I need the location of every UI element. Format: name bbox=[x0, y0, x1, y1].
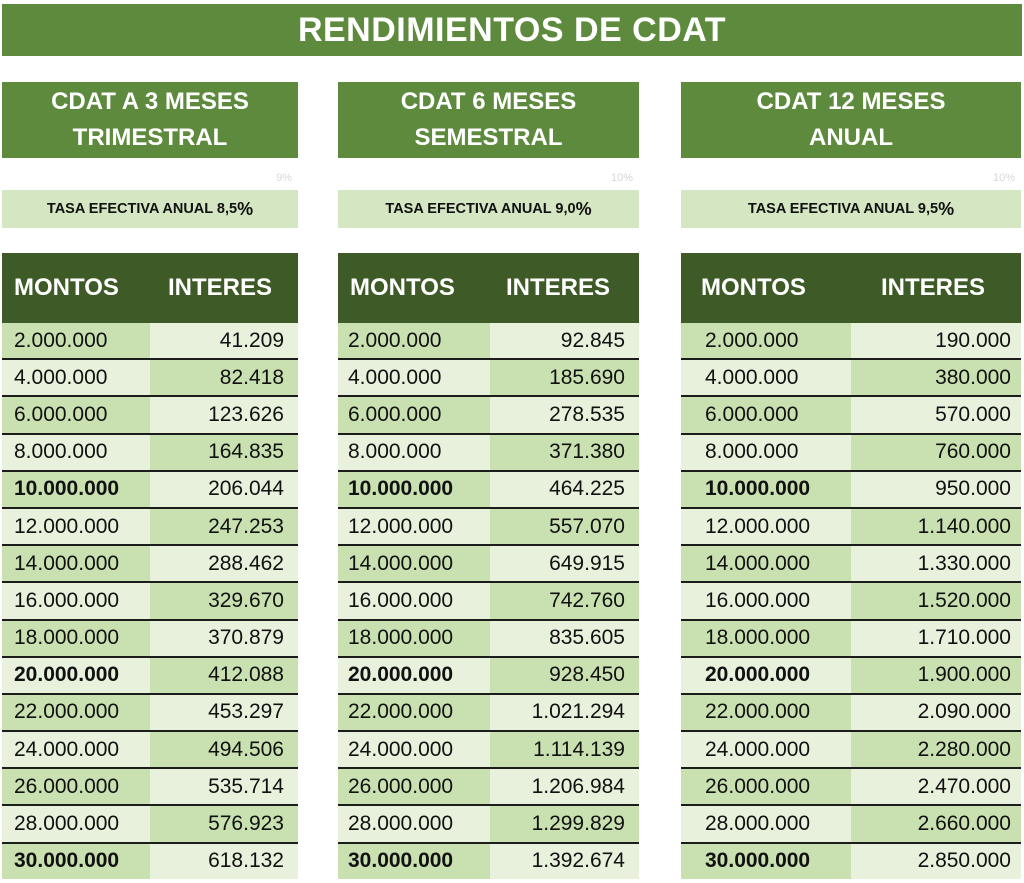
interes-cell: 535.714 bbox=[150, 769, 298, 804]
monto-cell: 26.000.000 bbox=[681, 769, 851, 804]
table-row bbox=[338, 544, 639, 581]
interes-cell: 618.132 bbox=[150, 844, 298, 879]
interes-cell: 464.225 bbox=[490, 472, 639, 507]
monto-cell: 12.000.000 bbox=[681, 509, 851, 544]
table-row bbox=[338, 433, 639, 470]
table-row bbox=[338, 323, 639, 358]
interes-cell: 2.280.000 bbox=[851, 732, 1021, 767]
monto-cell: 18.000.000 bbox=[2, 621, 150, 656]
monto-cell: 18.000.000 bbox=[338, 621, 490, 656]
period-title: CDAT A 3 MESES bbox=[51, 88, 249, 115]
interes-cell: 1.520.000 bbox=[851, 583, 1021, 618]
table-row bbox=[338, 619, 639, 656]
period-subtitle: SEMESTRAL bbox=[414, 124, 563, 151]
interes-cell: 412.088 bbox=[150, 658, 298, 693]
table-row bbox=[2, 433, 298, 470]
header-montos: MONTOS bbox=[14, 274, 119, 301]
interes-cell: 190.000 bbox=[851, 323, 1021, 358]
table-row bbox=[338, 358, 639, 395]
monto-cell: 8.000.000 bbox=[2, 435, 150, 470]
table-row bbox=[681, 842, 1021, 879]
interes-cell: 82.418 bbox=[150, 360, 298, 395]
interes-cell: 329.670 bbox=[150, 583, 298, 618]
rate-text: TASA EFECTIVA ANUAL 9,5 bbox=[747, 201, 939, 217]
table-row bbox=[681, 581, 1021, 618]
monto-cell: 14.000.000 bbox=[681, 546, 851, 581]
period-header bbox=[2, 82, 298, 158]
rate-text: TASA EFECTIVA ANUAL 8,5 bbox=[46, 201, 238, 217]
monto-cell: 16.000.000 bbox=[338, 583, 490, 618]
monto-cell: 28.000.000 bbox=[2, 806, 150, 841]
monto-cell: 30.000.000 bbox=[681, 844, 851, 879]
table-row bbox=[681, 470, 1021, 507]
interes-cell: 92.845 bbox=[490, 323, 639, 358]
monto-cell: 2.000.000 bbox=[2, 323, 150, 358]
monto-cell: 10.000.000 bbox=[2, 472, 150, 507]
interes-cell: 570.000 bbox=[851, 397, 1021, 432]
table-row bbox=[2, 395, 298, 432]
table-row bbox=[2, 581, 298, 618]
monto-cell: 4.000.000 bbox=[338, 360, 490, 395]
table-row bbox=[2, 767, 298, 804]
interes-cell: 185.690 bbox=[490, 360, 639, 395]
period-subtitle: ANUAL bbox=[809, 124, 893, 151]
interes-cell: 928.450 bbox=[490, 658, 639, 693]
table-row bbox=[2, 470, 298, 507]
header-montos: MONTOS bbox=[350, 274, 455, 301]
monto-cell: 4.000.000 bbox=[2, 360, 150, 395]
table-row bbox=[338, 507, 639, 544]
monto-cell: 30.000.000 bbox=[2, 844, 150, 879]
interes-cell: 2.470.000 bbox=[851, 769, 1021, 804]
period-title: CDAT 12 MESES bbox=[756, 88, 946, 115]
interes-cell: 742.760 bbox=[490, 583, 639, 618]
table-row bbox=[2, 804, 298, 841]
period-subtitle: TRIMESTRAL bbox=[72, 124, 228, 151]
monto-cell: 8.000.000 bbox=[681, 435, 851, 470]
monto-cell: 6.000.000 bbox=[2, 397, 150, 432]
table-body bbox=[2, 323, 298, 879]
interes-cell: 371.380 bbox=[490, 435, 639, 470]
interes-cell: 1.299.829 bbox=[490, 806, 639, 841]
table-row bbox=[2, 693, 298, 730]
table-row bbox=[681, 433, 1021, 470]
cdat-6-meses-panel bbox=[338, 0, 639, 883]
rate-percent-sign: % bbox=[237, 198, 254, 219]
table-row bbox=[338, 470, 639, 507]
interes-cell: 247.253 bbox=[150, 509, 298, 544]
monto-cell: 28.000.000 bbox=[338, 806, 490, 841]
table-row bbox=[681, 619, 1021, 656]
table-row bbox=[2, 323, 298, 358]
monto-cell: 28.000.000 bbox=[681, 806, 851, 841]
cdat-3-meses-panel bbox=[2, 0, 298, 883]
table-row bbox=[338, 693, 639, 730]
table-row bbox=[681, 656, 1021, 693]
ghost-rate-label: 10% bbox=[992, 172, 1015, 184]
table-row bbox=[338, 730, 639, 767]
table-row bbox=[681, 323, 1021, 358]
interes-cell: 950.000 bbox=[851, 472, 1021, 507]
rate-label bbox=[681, 190, 1021, 228]
interes-cell: 288.462 bbox=[150, 546, 298, 581]
interes-cell: 453.297 bbox=[150, 695, 298, 730]
monto-cell: 24.000.000 bbox=[681, 732, 851, 767]
ghost-rate-label: 9% bbox=[276, 172, 292, 184]
monto-cell: 22.000.000 bbox=[681, 695, 851, 730]
table-row bbox=[681, 730, 1021, 767]
interes-cell: 1.710.000 bbox=[851, 621, 1021, 656]
interes-cell: 1.206.984 bbox=[490, 769, 639, 804]
cdat-12-meses-panel bbox=[681, 0, 1021, 883]
interes-cell: 2.660.000 bbox=[851, 806, 1021, 841]
monto-cell: 20.000.000 bbox=[2, 658, 150, 693]
interes-cell: 123.626 bbox=[150, 397, 298, 432]
interes-cell: 557.070 bbox=[490, 509, 639, 544]
monto-cell: 2.000.000 bbox=[681, 323, 851, 358]
monto-cell: 30.000.000 bbox=[338, 844, 490, 879]
interes-cell: 41.209 bbox=[150, 323, 298, 358]
table-row bbox=[338, 842, 639, 879]
interes-cell: 164.835 bbox=[150, 435, 298, 470]
table-row bbox=[681, 693, 1021, 730]
monto-cell: 12.000.000 bbox=[338, 509, 490, 544]
table-row bbox=[338, 581, 639, 618]
monto-cell: 24.000.000 bbox=[2, 732, 150, 767]
table-row bbox=[2, 619, 298, 656]
monto-cell: 6.000.000 bbox=[338, 397, 490, 432]
monto-cell: 10.000.000 bbox=[338, 472, 490, 507]
table-row bbox=[681, 544, 1021, 581]
interes-cell: 1.114.139 bbox=[490, 732, 639, 767]
monto-cell: 24.000.000 bbox=[338, 732, 490, 767]
table-row bbox=[681, 804, 1021, 841]
rate-label bbox=[2, 190, 298, 228]
ghost-rate-label: 10% bbox=[610, 172, 633, 184]
monto-cell: 16.000.000 bbox=[2, 583, 150, 618]
header-interes: INTERES bbox=[506, 274, 611, 301]
table-body bbox=[338, 323, 639, 879]
table-row bbox=[2, 507, 298, 544]
table-row bbox=[2, 358, 298, 395]
monto-cell: 20.000.000 bbox=[338, 658, 490, 693]
monto-cell: 6.000.000 bbox=[681, 397, 851, 432]
monto-cell: 14.000.000 bbox=[338, 546, 490, 581]
interes-cell: 760.000 bbox=[851, 435, 1021, 470]
table-row bbox=[2, 656, 298, 693]
monto-cell: 20.000.000 bbox=[681, 658, 851, 693]
monto-cell: 8.000.000 bbox=[338, 435, 490, 470]
interes-cell: 835.605 bbox=[490, 621, 639, 656]
header-interes: INTERES bbox=[168, 274, 273, 301]
interes-cell: 206.044 bbox=[150, 472, 298, 507]
monto-cell: 18.000.000 bbox=[681, 621, 851, 656]
period-header bbox=[681, 82, 1021, 158]
monto-cell: 16.000.000 bbox=[681, 583, 851, 618]
table-row bbox=[338, 656, 639, 693]
interes-cell: 1.140.000 bbox=[851, 509, 1021, 544]
table-header bbox=[681, 253, 1021, 323]
page-title: RENDIMIENTOS DE CDAT bbox=[2, 4, 1022, 56]
table-row bbox=[681, 507, 1021, 544]
monto-cell: 10.000.000 bbox=[681, 472, 851, 507]
interes-cell: 370.879 bbox=[150, 621, 298, 656]
monto-cell: 26.000.000 bbox=[2, 769, 150, 804]
table-row bbox=[2, 730, 298, 767]
table-header bbox=[2, 253, 298, 323]
table-row bbox=[681, 767, 1021, 804]
table-row bbox=[2, 842, 298, 879]
interes-cell: 2.850.000 bbox=[851, 844, 1021, 879]
monto-cell: 26.000.000 bbox=[338, 769, 490, 804]
interes-cell: 2.090.000 bbox=[851, 695, 1021, 730]
header-montos: MONTOS bbox=[701, 274, 806, 301]
rate-label bbox=[338, 190, 639, 228]
interes-cell: 576.923 bbox=[150, 806, 298, 841]
monto-cell: 14.000.000 bbox=[2, 546, 150, 581]
interes-cell: 1.392.674 bbox=[490, 844, 639, 879]
header-interes: INTERES bbox=[881, 274, 986, 301]
interes-cell: 278.535 bbox=[490, 397, 639, 432]
period-header bbox=[338, 82, 639, 158]
interes-cell: 380.000 bbox=[851, 360, 1021, 395]
rate-percent-sign: % bbox=[938, 198, 955, 219]
monto-cell: 12.000.000 bbox=[2, 509, 150, 544]
table-row bbox=[338, 767, 639, 804]
table-row bbox=[2, 544, 298, 581]
table-row bbox=[681, 358, 1021, 395]
table-row bbox=[681, 395, 1021, 432]
interes-cell: 1.021.294 bbox=[490, 695, 639, 730]
monto-cell: 4.000.000 bbox=[681, 360, 851, 395]
interes-cell: 649.915 bbox=[490, 546, 639, 581]
interes-cell: 1.330.000 bbox=[851, 546, 1021, 581]
table-row bbox=[338, 804, 639, 841]
rate-text: TASA EFECTIVA ANUAL 9,0 bbox=[385, 201, 576, 217]
interes-cell: 1.900.000 bbox=[851, 658, 1021, 693]
period-title: CDAT 6 MESES bbox=[400, 88, 577, 115]
monto-cell: 2.000.000 bbox=[338, 323, 490, 358]
rate-percent-sign: % bbox=[575, 198, 592, 219]
table-body bbox=[681, 323, 1021, 879]
interes-cell: 494.506 bbox=[150, 732, 298, 767]
monto-cell: 22.000.000 bbox=[2, 695, 150, 730]
monto-cell: 22.000.000 bbox=[338, 695, 490, 730]
table-row bbox=[338, 395, 639, 432]
table-header bbox=[338, 253, 639, 323]
